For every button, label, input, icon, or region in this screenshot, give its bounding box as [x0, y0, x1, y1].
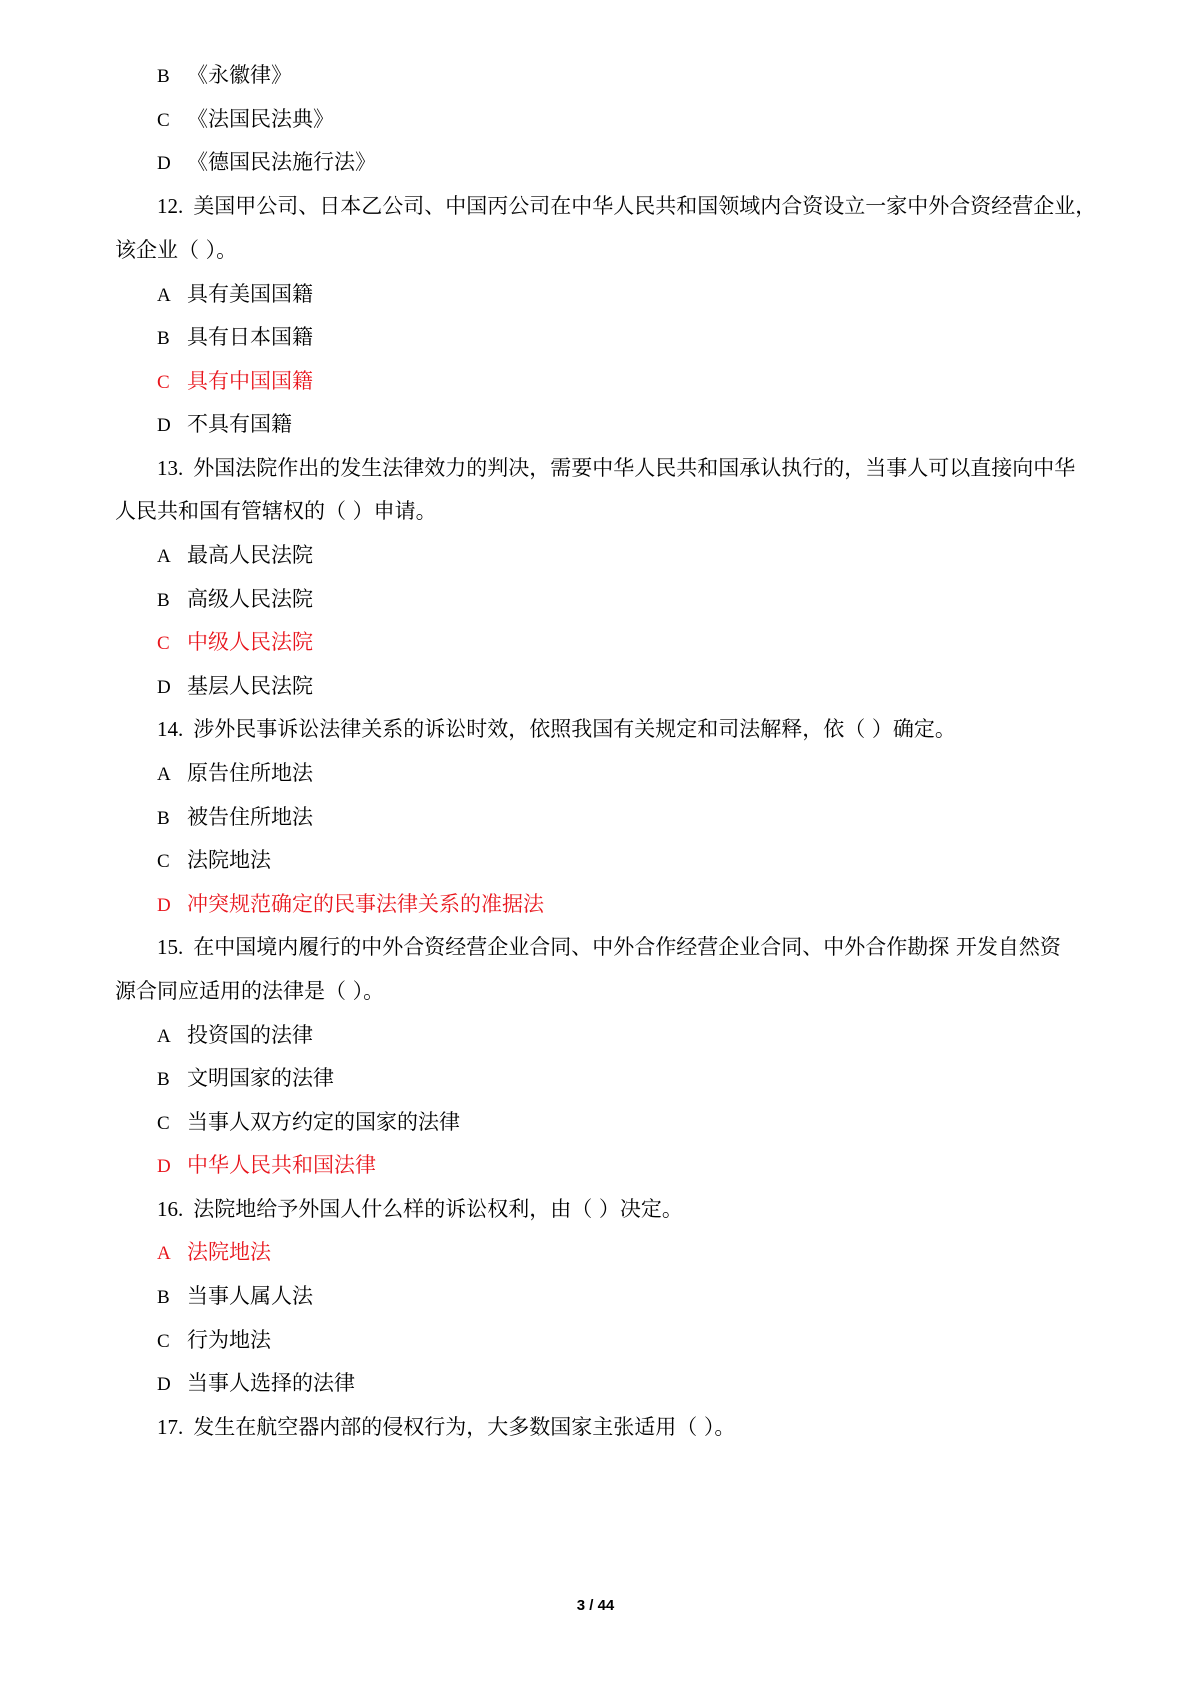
question-text: 发生在航空器内部的侵权行为，大多数国家主张适用（ ）。 — [193, 1415, 736, 1439]
option-letter: C — [157, 851, 170, 872]
option-text: 《法国民法典》 — [187, 107, 334, 131]
q13-option-a — [157, 541, 313, 571]
option-letter: A — [157, 1243, 171, 1264]
q12-option-b — [157, 323, 313, 353]
q12-stem-line1 — [157, 192, 1096, 220]
option-letter: D — [157, 415, 171, 436]
option-text: 法院地法 — [187, 1240, 271, 1264]
question-text: 法院地给予外国人什么样的诉讼权利，由（ ）决定。 — [193, 1197, 683, 1221]
q14-option-a — [157, 759, 313, 789]
option-text: 《德国民法施行法》 — [187, 150, 376, 174]
option-letter: B — [157, 590, 170, 611]
q14-stem-line1 — [157, 715, 956, 743]
option-letter: C — [157, 633, 170, 654]
option-text: 投资国的法律 — [187, 1023, 313, 1047]
question-text: 外国法院作出的发生法律效力的判决，需要中华人民共和国承认执行的，当事人可以直接向中华 — [193, 456, 1076, 480]
q15-option-b — [157, 1064, 334, 1094]
option-letter: B — [157, 1287, 170, 1308]
option-text: 最高人民法院 — [187, 543, 313, 567]
q17-stem-line1 — [157, 1413, 735, 1441]
q16-option-a-correct — [157, 1238, 271, 1268]
q16-option-d — [157, 1369, 355, 1399]
option-letter: A — [157, 546, 171, 567]
q14-option-d-correct — [157, 890, 544, 920]
q15-stem-line2: 源合同应适用的法律是（ ）。 — [115, 979, 385, 1003]
option-text: 不具有国籍 — [187, 412, 292, 436]
option-letter: C — [157, 1331, 170, 1352]
option-text: 《永徽律》 — [187, 63, 292, 87]
option-text: 具有日本国籍 — [187, 325, 313, 349]
question-number: 12. — [157, 194, 184, 218]
option-letter: D — [157, 1374, 171, 1395]
question-number: 14. — [157, 717, 184, 741]
q12-option-c-correct — [157, 367, 313, 397]
option-text: 高级人民法院 — [187, 587, 313, 611]
option-text: 具有美国国籍 — [187, 282, 313, 306]
question-text: 涉外民事诉讼法律关系的诉讼时效，依照我国有关规定和司法解释，依（ ）确定。 — [193, 717, 956, 741]
question-number: 16. — [157, 1197, 184, 1221]
option-letter: C — [157, 1113, 170, 1134]
q16-option-c — [157, 1326, 271, 1356]
q16-stem-line1 — [157, 1195, 683, 1223]
question-text: 美国甲公司、日本乙公司、中国丙公司在中华人民共和国领域内合资设立一家中外合资经营企业， — [193, 194, 1097, 218]
option-text: 当事人选择的法律 — [187, 1371, 355, 1395]
option-letter: A — [157, 285, 171, 306]
option-letter: D — [157, 895, 171, 916]
q15-option-c — [157, 1108, 460, 1138]
q12-option-d — [157, 410, 292, 440]
option-text: 被告住所地法 — [187, 805, 313, 829]
q13-option-c-correct — [157, 628, 313, 658]
option-letter: C — [157, 110, 170, 131]
q14-option-c — [157, 846, 271, 876]
q15-stem-line1 — [157, 933, 1061, 961]
option-text: 具有中国国籍 — [187, 369, 313, 393]
q13-stem-line1 — [157, 454, 1075, 482]
option-letter: D — [157, 1156, 171, 1177]
option-text: 基层人民法院 — [187, 674, 313, 698]
option-text: 原告住所地法 — [187, 761, 313, 785]
q13-stem-line2: 人民共和国有管辖权的（ ）申请。 — [115, 499, 437, 523]
option-text: 文明国家的法律 — [187, 1066, 334, 1090]
q11-option-b — [157, 61, 292, 91]
q12-option-a — [157, 280, 313, 310]
q15-option-a — [157, 1021, 313, 1051]
q16-option-b — [157, 1282, 313, 1312]
option-letter: D — [157, 153, 171, 174]
option-letter: A — [157, 1026, 171, 1047]
option-letter: D — [157, 677, 171, 698]
option-letter: B — [157, 66, 170, 87]
option-letter: B — [157, 808, 170, 829]
option-letter: B — [157, 1069, 170, 1090]
page-number: 3 / 44 — [576, 1597, 615, 1614]
q15-option-d-correct — [157, 1151, 376, 1181]
question-number: 15. — [157, 935, 184, 959]
option-text: 中级人民法院 — [187, 630, 313, 654]
option-text: 当事人双方约定的国家的法律 — [187, 1110, 460, 1134]
question-number: 13. — [157, 456, 184, 480]
q13-option-b — [157, 585, 313, 615]
option-text: 法院地法 — [187, 848, 271, 872]
q14-option-b — [157, 803, 313, 833]
option-letter: A — [157, 764, 171, 785]
option-text: 当事人属人法 — [187, 1284, 313, 1308]
q12-stem-line2: 该企业（ ）。 — [115, 238, 238, 262]
question-number: 17. — [157, 1415, 184, 1439]
option-letter: C — [157, 372, 170, 393]
question-text: 在中国境内履行的中外合资经营企业合同、中外合作经营企业合同、中外合作勘探 开发自然资 — [193, 935, 1061, 959]
option-letter: B — [157, 328, 170, 349]
q13-option-d — [157, 672, 313, 702]
q11-option-c — [157, 105, 334, 135]
q11-option-d — [157, 148, 376, 178]
option-text: 行为地法 — [187, 1328, 271, 1352]
option-text: 冲突规范确定的民事法律关系的准据法 — [187, 892, 544, 916]
option-text: 中华人民共和国法律 — [187, 1153, 376, 1177]
